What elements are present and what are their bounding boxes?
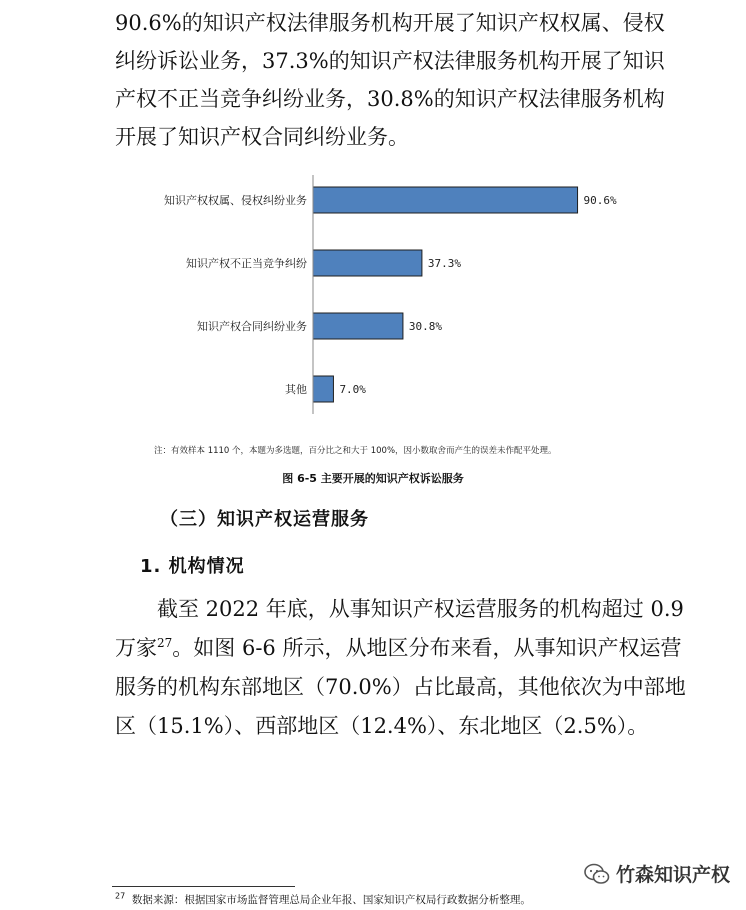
watermark-text: 竹森知识产权	[616, 864, 731, 886]
footnote	[115, 892, 531, 907]
bar	[313, 376, 333, 402]
footnote-reference[interactable]: 27	[157, 636, 173, 650]
data-label: 37.3%	[427, 257, 462, 270]
category-label: 知识产权不正当竞争纠纷	[186, 257, 307, 270]
paragraph-text: 万家	[115, 636, 157, 660]
footnote-number: 27	[115, 891, 126, 901]
category-label: 知识产权合同纠纷业务	[197, 320, 307, 333]
paragraph-text: 。如图 6-6 所示，从地区分布来看，从事知识产权运营	[172, 636, 682, 660]
data-label: 7.0%	[339, 383, 366, 396]
category-label: 知识产权权属、侵权纠纷业务	[164, 194, 307, 207]
figure-caption: 图 6-5 主要开展的知识产权诉讼服务	[282, 472, 464, 485]
footnote-text: 数据来源：根据国家市场监督管理总局企业年报、国家知识产权局行政数据分析整理。	[131, 894, 531, 906]
paragraph-line: 90.6%的知识产权法律服务机构开展了知识产权权属、侵权	[115, 11, 665, 35]
paragraph-line: 纠纷诉讼业务，37.3%的知识产权法律服务机构开展了知识	[115, 49, 665, 73]
paragraph-text: 截至 2022 年底，从事知识产权运营服务的机构超过 0.9	[157, 597, 684, 621]
section-heading: （三）知识产权运营服务	[160, 509, 369, 530]
paragraph-line: 产权不正当竞争纠纷业务，30.8%的知识产权法律服务机构	[115, 87, 665, 111]
bar-chart	[0, 172, 746, 442]
bar	[313, 313, 403, 339]
intro-paragraph	[115, 4, 665, 156]
paragraph-line	[115, 629, 682, 668]
footnote-divider	[112, 886, 295, 887]
paragraph-line: 开展了知识产权合同纠纷业务。	[115, 125, 409, 149]
wechat-icon	[584, 863, 610, 885]
body-paragraph	[115, 590, 686, 746]
paragraph-line	[115, 590, 684, 629]
subsection-heading: 1. 机构情况	[140, 556, 245, 577]
data-label: 30.8%	[408, 320, 443, 333]
figure-note: 注：有效样本 1110 个，本题为多选题，百分比之和大于 100%，因小数取舍而产生的误差未作配平处理。	[154, 446, 557, 456]
paragraph-line: 区（15.1%）、西部地区（12.4%）、东北地区（2.5%）。	[115, 714, 649, 738]
data-label: 90.6%	[583, 194, 617, 207]
bar	[313, 250, 422, 276]
category-label: 其他	[285, 383, 307, 396]
paragraph-line: 服务的机构东部地区（70.0%）占比最高，其他依次为中部地	[115, 675, 686, 699]
watermark	[584, 860, 730, 887]
bar	[313, 187, 578, 213]
